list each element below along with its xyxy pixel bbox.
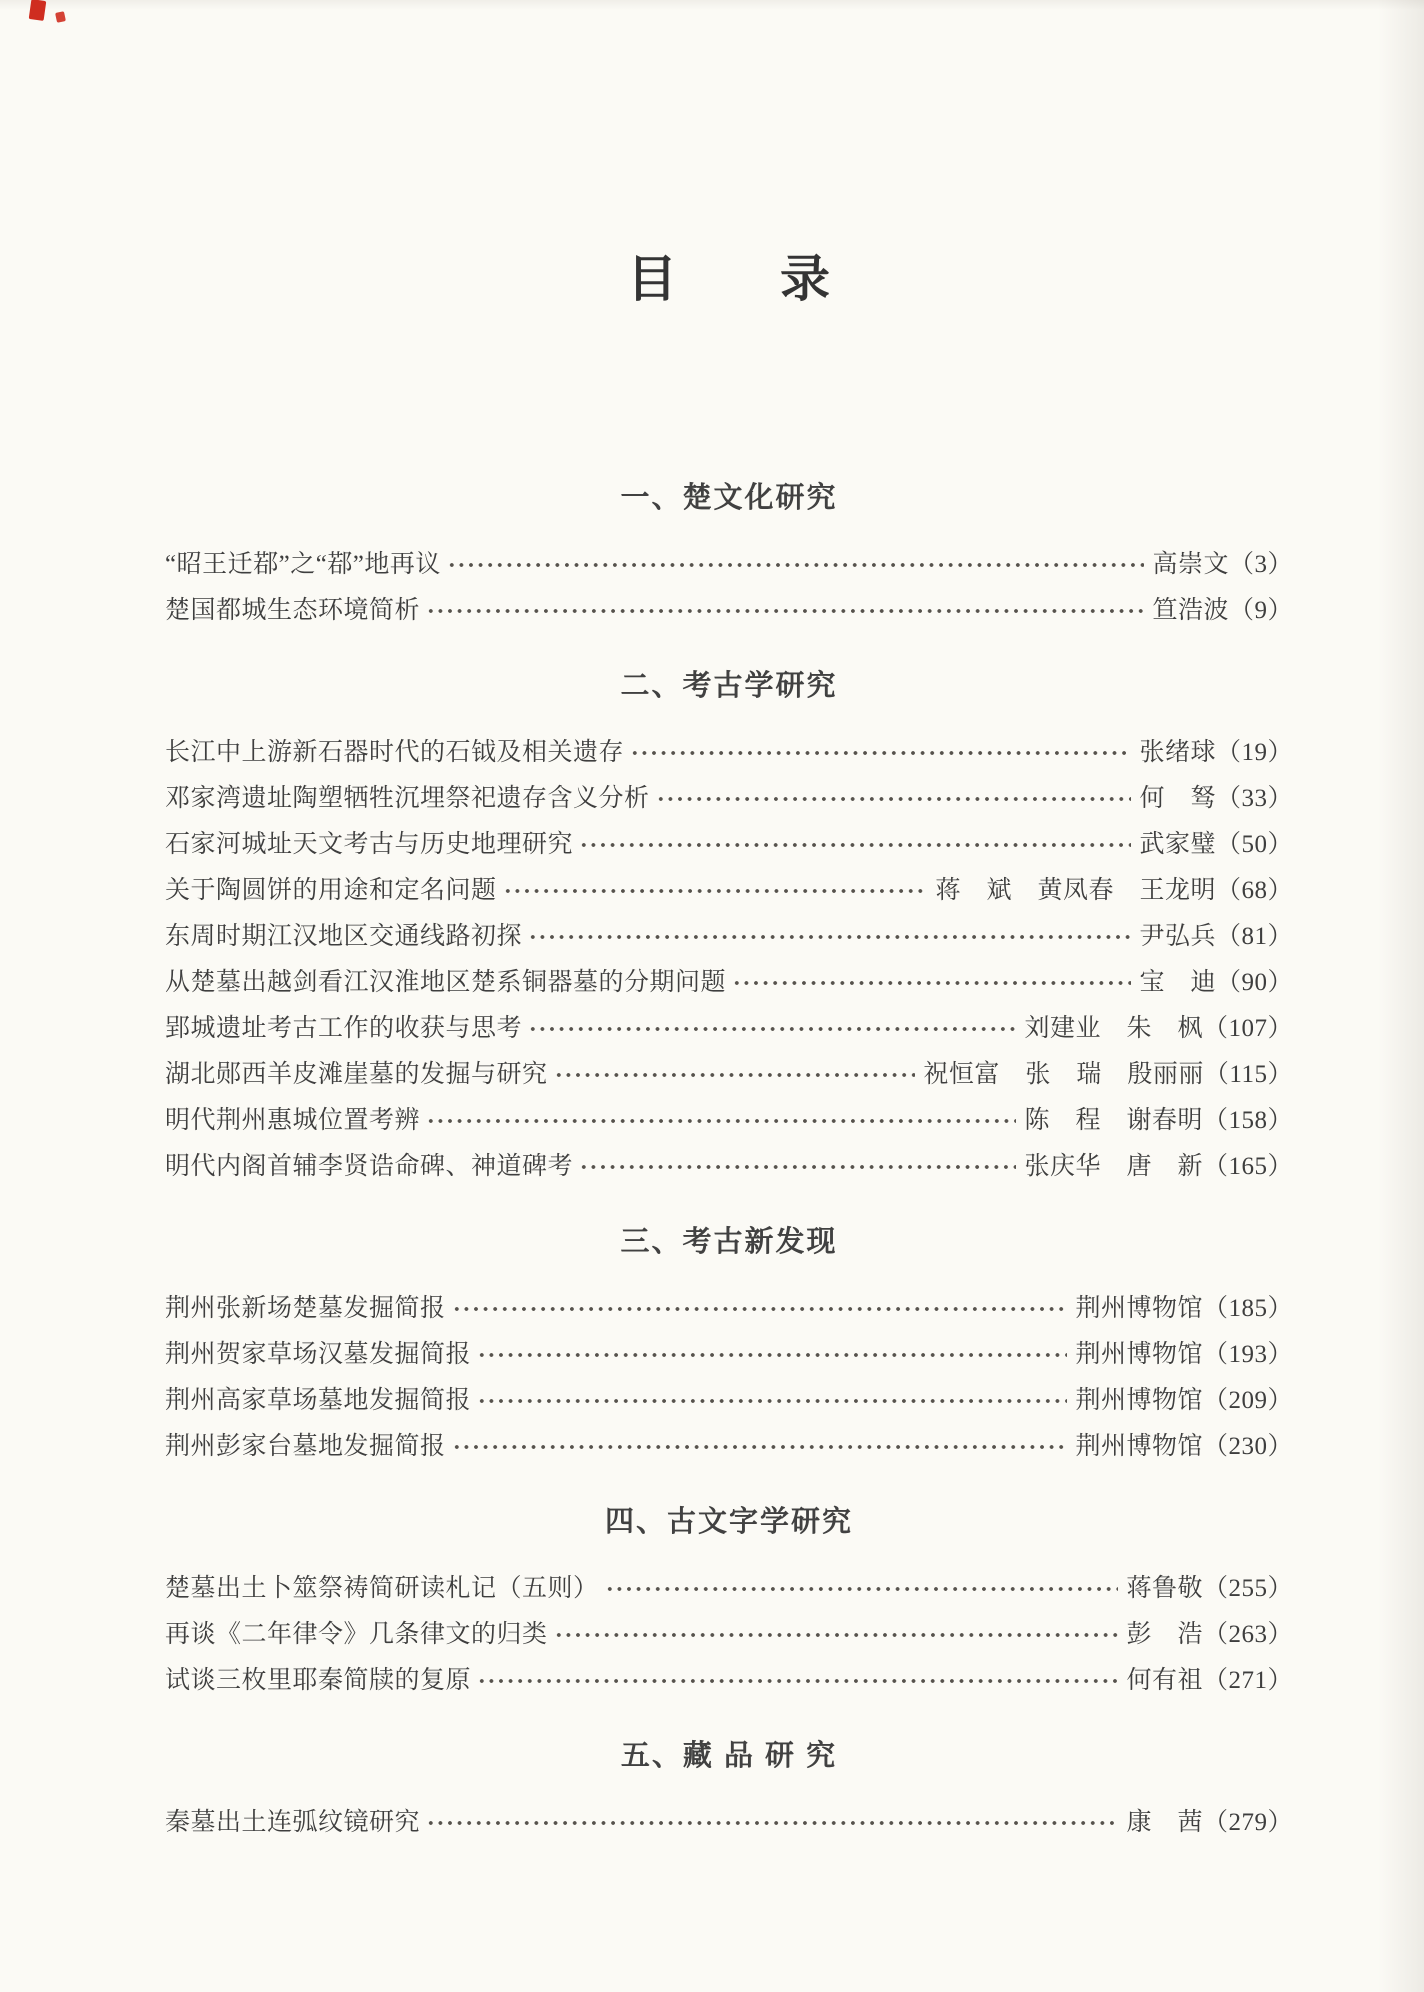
dot-leader (477, 1395, 1067, 1407)
dot-leader (426, 605, 1144, 617)
entry-title: 关于陶圆饼的用途和定名问题 (165, 877, 497, 904)
entry-title: 荆州高家草场墓地发掘简报 (165, 1387, 472, 1414)
dot-leader (452, 1303, 1068, 1315)
entry-title: 秦墓出土连弧纹镜研究 (165, 1809, 421, 1836)
dot-leader (732, 977, 1131, 989)
dot-leader (579, 1161, 1016, 1173)
red-ink-artifact (29, 0, 47, 21)
entry-authors-page: 荆州博物馆（185） (1075, 1295, 1293, 1322)
dot-leader (528, 931, 1131, 943)
entry-authors-page: 蒋鲁敬（255） (1126, 1575, 1293, 1602)
toc-entry (165, 1098, 1293, 1144)
entry-title: 明代内阁首辅李贤诰命碑、神道碑考 (165, 1153, 574, 1180)
entry-title: 荆州张新场楚墓发掘简报 (165, 1295, 446, 1322)
dot-leader (426, 1817, 1118, 1829)
dot-leader (656, 793, 1132, 805)
toc-entry (165, 1286, 1293, 1332)
red-ink-artifact (55, 11, 66, 23)
section-header: 五、藏 品 研 究 (620, 1740, 838, 1772)
scan-edge-shading (1378, 0, 1424, 1992)
toc-entry (165, 1052, 1293, 1098)
dot-leader (579, 839, 1131, 851)
toc-entry (165, 776, 1293, 822)
entry-authors-page: 康 茜（279） (1126, 1809, 1293, 1836)
dot-leader (452, 1441, 1068, 1453)
section-header: 一、楚文化研究 (620, 482, 838, 514)
dot-leader (477, 1675, 1118, 1687)
entry-authors-page: 尹弘兵（81） (1139, 923, 1293, 950)
dot-leader (630, 747, 1131, 759)
entry-authors-page: 彭 浩（263） (1126, 1621, 1293, 1648)
entry-title: 湖北郧西羊皮滩崖墓的发掘与研究 (165, 1061, 548, 1088)
dot-leader (554, 1069, 916, 1081)
dot-leader (605, 1583, 1119, 1595)
section-header: 四、古文字学研究 (604, 1506, 853, 1538)
toc-entry (165, 1658, 1293, 1704)
entry-authors-page: 荆州博物馆（230） (1075, 1433, 1293, 1460)
entry-title: “昭王迁鄀”之“鄀”地再议 (165, 551, 441, 578)
entry-authors-page: 张绪球（19） (1139, 739, 1293, 766)
entry-title: 楚国都城生态环境简析 (165, 597, 421, 624)
entry-title: 明代荆州惠城位置考辨 (165, 1107, 421, 1134)
toc-entry (165, 1800, 1293, 1846)
toc-entry (165, 914, 1293, 960)
toc-entry (165, 1332, 1293, 1378)
dot-leader (426, 1115, 1016, 1127)
entry-authors-page: 宝 迪（90） (1139, 969, 1293, 996)
toc-entry (165, 868, 1293, 914)
entry-title: 楚墓出土卜筮祭祷简研读札记（五则） (165, 1575, 599, 1602)
entry-authors-page: 蒋 斌 黄凤春 王龙明（68） (935, 877, 1293, 904)
toc-entry (165, 1566, 1293, 1612)
entry-title: 再谈《二年律令》几条律文的归类 (165, 1621, 548, 1648)
entry-title: 试谈三枚里耶秦简牍的复原 (165, 1667, 472, 1694)
entry-title: 荆州彭家台墓地发掘简报 (165, 1433, 446, 1460)
toc-entry (165, 542, 1293, 588)
entry-authors-page: 张庆华 唐 新（165） (1024, 1153, 1293, 1180)
entry-title: 长江中上游新石器时代的石钺及相关遗存 (165, 739, 625, 766)
entry-authors-page: 笪浩波（9） (1152, 597, 1293, 624)
toc-sections (165, 478, 1293, 1846)
toc-entry (165, 1424, 1293, 1470)
toc-entry (165, 588, 1293, 634)
entry-authors-page: 祝恒富 张 瑞 殷丽丽（115） (923, 1061, 1293, 1088)
toc-entry (165, 1612, 1293, 1658)
toc-entry (165, 960, 1293, 1006)
entry-title: 石家河城址天文考古与历史地理研究 (165, 831, 574, 858)
entry-authors-page: 陈 程 谢春明（158） (1024, 1107, 1293, 1134)
dot-leader (554, 1629, 1119, 1641)
section-header: 二、考古学研究 (620, 670, 838, 702)
entry-authors-page: 刘建业 朱 枫（107） (1024, 1015, 1293, 1042)
entry-title: 郢城遗址考古工作的收获与思考 (165, 1015, 523, 1042)
dot-leader (477, 1349, 1067, 1361)
entry-authors-page: 武家璧（50） (1139, 831, 1293, 858)
entry-title: 荆州贺家草场汉墓发掘简报 (165, 1341, 472, 1368)
page-title: 目 录 (627, 251, 831, 307)
dot-leader (528, 1023, 1016, 1035)
entry-authors-page: 荆州博物馆（209） (1075, 1387, 1293, 1414)
toc-entry (165, 822, 1293, 868)
toc-entry (165, 1006, 1293, 1052)
toc-entry (165, 1144, 1293, 1190)
entry-authors-page: 荆州博物馆（193） (1075, 1341, 1293, 1368)
dot-leader (447, 559, 1145, 571)
section-header: 三、考古新发现 (620, 1226, 838, 1258)
entry-authors-page: 高崇文（3） (1152, 551, 1293, 578)
entry-authors-page: 何有祖（271） (1126, 1667, 1293, 1694)
entry-title: 邓家湾遗址陶塑牺牲沉埋祭祀遗存含义分析 (165, 785, 650, 812)
entry-title: 东周时期江汉地区交通线路初探 (165, 923, 523, 950)
toc-entry (165, 1378, 1293, 1424)
entry-authors-page: 何 驽（33） (1139, 785, 1293, 812)
entry-title: 从楚墓出越剑看江汉淮地区楚系铜器墓的分期问题 (165, 969, 727, 996)
dot-leader (503, 885, 928, 897)
toc-content (165, 0, 1293, 1846)
toc-entry (165, 730, 1293, 776)
